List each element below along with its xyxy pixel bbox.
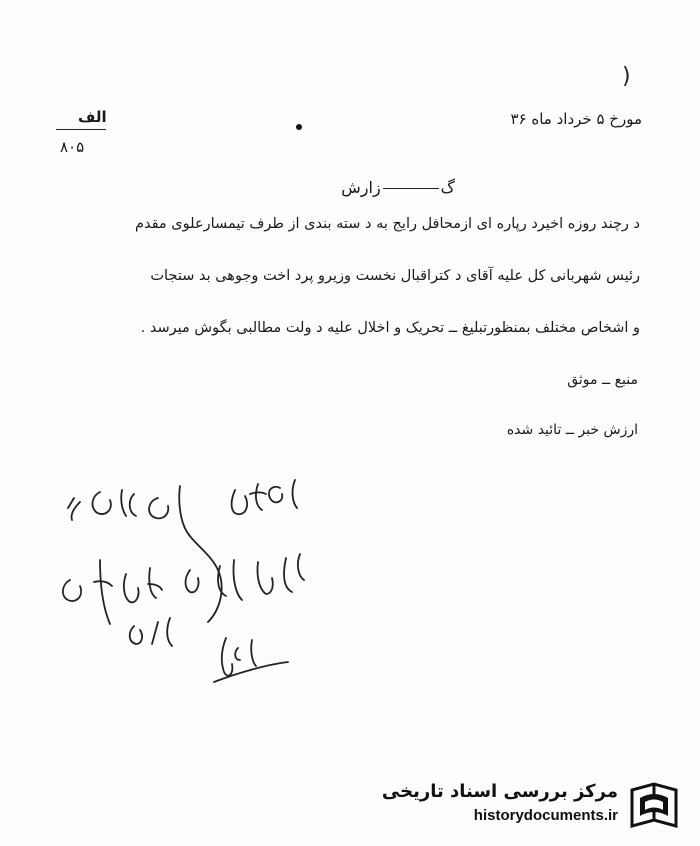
report-line-1: د رچند روزه اخیرد رپاره ای ازمحافل رایج به د سته بندی از طرف تیمسارعلوی مقدم — [135, 216, 640, 232]
watermark — [381, 778, 686, 832]
margin-mark: ) — [622, 64, 631, 89]
title-stretch — [383, 188, 439, 189]
title-start: گ — [440, 178, 455, 197]
watermark-org-name: مرکز بررسی اسناد تاریخی — [381, 781, 618, 802]
handwritten-annotation — [30, 450, 350, 710]
archive-logo-icon — [628, 780, 680, 830]
date-line: مورخ ۵ خرداد ماه ۳۶ — [510, 110, 642, 128]
code-divider — [56, 129, 106, 130]
ink-dot — [296, 124, 302, 130]
source-line: منبع ــ موثق — [567, 372, 638, 388]
report-line-2: رئیس شهربانی کل علیه آقای د کتراقبال نخست وزیرو پرد اخت وجوهی بد ستجات — [150, 268, 640, 284]
watermark-url: historydocuments.ir — [473, 807, 618, 824]
code-number: ۸۰۵ — [60, 138, 85, 156]
report-title — [341, 178, 455, 197]
code-label: الف — [78, 108, 107, 126]
report-line-3: و اشخاص مختلف بمنظورتبلیغ ــ تحریک و اخلال علیه د ولت مطالبی بگوش میرسد . — [140, 320, 640, 336]
news-value-line: ارزش خبر ــ تائید شده — [506, 422, 638, 438]
title-end: زارش — [341, 178, 381, 197]
